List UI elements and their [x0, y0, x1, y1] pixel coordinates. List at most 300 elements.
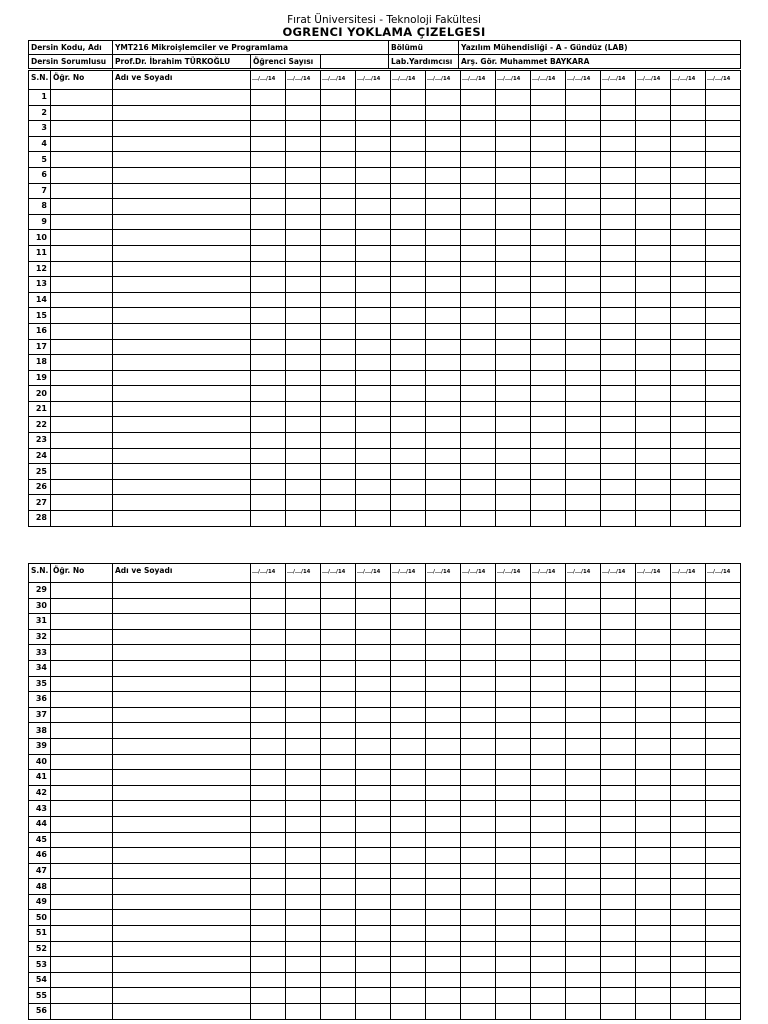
- student-name-cell[interactable]: [113, 386, 251, 402]
- attendance-cell[interactable]: [601, 738, 636, 754]
- attendance-cell[interactable]: [391, 770, 426, 786]
- attendance-cell[interactable]: [566, 464, 601, 480]
- attendance-cell[interactable]: [286, 910, 321, 926]
- attendance-cell[interactable]: [706, 121, 741, 137]
- attendance-cell[interactable]: [251, 754, 286, 770]
- attendance-cell[interactable]: [426, 832, 461, 848]
- attendance-cell[interactable]: [706, 448, 741, 464]
- attendance-cell[interactable]: [671, 323, 706, 339]
- attendance-cell[interactable]: [426, 1004, 461, 1020]
- attendance-cell[interactable]: [671, 121, 706, 137]
- attendance-cell[interactable]: [356, 801, 391, 817]
- attendance-cell[interactable]: [531, 121, 566, 137]
- attendance-cell[interactable]: [671, 245, 706, 261]
- attendance-cell[interactable]: [321, 598, 356, 614]
- attendance-cell[interactable]: [251, 479, 286, 495]
- attendance-cell[interactable]: [251, 816, 286, 832]
- attendance-cell[interactable]: [496, 988, 531, 1004]
- attendance-cell[interactable]: [461, 90, 496, 106]
- attendance-cell[interactable]: [601, 785, 636, 801]
- attendance-cell[interactable]: [531, 972, 566, 988]
- attendance-cell[interactable]: [321, 894, 356, 910]
- attendance-cell[interactable]: [636, 894, 671, 910]
- attendance-cell[interactable]: [426, 401, 461, 417]
- student-no-cell[interactable]: [51, 754, 113, 770]
- attendance-cell[interactable]: [531, 676, 566, 692]
- attendance-cell[interactable]: [566, 848, 601, 864]
- attendance-cell[interactable]: [706, 629, 741, 645]
- attendance-cell[interactable]: [601, 495, 636, 511]
- attendance-cell[interactable]: [461, 433, 496, 449]
- attendance-cell[interactable]: [356, 511, 391, 527]
- attendance-cell[interactable]: [426, 692, 461, 708]
- attendance-cell[interactable]: [391, 972, 426, 988]
- attendance-cell[interactable]: [286, 941, 321, 957]
- attendance-cell[interactable]: [671, 308, 706, 324]
- attendance-cell[interactable]: [426, 277, 461, 293]
- student-no-cell[interactable]: [51, 136, 113, 152]
- attendance-cell[interactable]: [251, 660, 286, 676]
- attendance-cell[interactable]: [671, 770, 706, 786]
- student-name-cell[interactable]: [113, 261, 251, 277]
- attendance-cell[interactable]: [356, 199, 391, 215]
- attendance-cell[interactable]: [426, 152, 461, 168]
- attendance-cell[interactable]: [496, 214, 531, 230]
- attendance-cell[interactable]: [496, 245, 531, 261]
- attendance-cell[interactable]: [356, 245, 391, 261]
- attendance-cell[interactable]: [356, 433, 391, 449]
- attendance-cell[interactable]: [496, 832, 531, 848]
- attendance-cell[interactable]: [391, 910, 426, 926]
- attendance-cell[interactable]: [286, 261, 321, 277]
- attendance-cell[interactable]: [321, 339, 356, 355]
- attendance-cell[interactable]: [461, 863, 496, 879]
- attendance-cell[interactable]: [496, 417, 531, 433]
- attendance-cell[interactable]: [461, 167, 496, 183]
- attendance-cell[interactable]: [671, 941, 706, 957]
- attendance-cell[interactable]: [671, 167, 706, 183]
- attendance-cell[interactable]: [321, 770, 356, 786]
- attendance-cell[interactable]: [706, 957, 741, 973]
- attendance-cell[interactable]: [531, 90, 566, 106]
- attendance-cell[interactable]: [356, 121, 391, 137]
- attendance-cell[interactable]: [286, 1004, 321, 1020]
- attendance-cell[interactable]: [601, 583, 636, 599]
- attendance-cell[interactable]: [531, 355, 566, 371]
- attendance-cell[interactable]: [566, 199, 601, 215]
- student-name-cell[interactable]: [113, 583, 251, 599]
- attendance-cell[interactable]: [356, 723, 391, 739]
- attendance-cell[interactable]: [251, 879, 286, 895]
- attendance-cell[interactable]: [531, 199, 566, 215]
- attendance-cell[interactable]: [391, 614, 426, 630]
- attendance-cell[interactable]: [636, 433, 671, 449]
- attendance-cell[interactable]: [321, 199, 356, 215]
- attendance-cell[interactable]: [601, 308, 636, 324]
- attendance-cell[interactable]: [706, 214, 741, 230]
- student-no-cell[interactable]: [51, 370, 113, 386]
- student-no-cell[interactable]: [51, 738, 113, 754]
- attendance-cell[interactable]: [251, 988, 286, 1004]
- attendance-cell[interactable]: [531, 894, 566, 910]
- student-name-cell[interactable]: [113, 277, 251, 293]
- attendance-cell[interactable]: [636, 121, 671, 137]
- attendance-cell[interactable]: [531, 583, 566, 599]
- attendance-cell[interactable]: [671, 723, 706, 739]
- attendance-cell[interactable]: [706, 660, 741, 676]
- attendance-cell[interactable]: [671, 370, 706, 386]
- attendance-cell[interactable]: [566, 957, 601, 973]
- attendance-cell[interactable]: [286, 214, 321, 230]
- student-name-cell[interactable]: [113, 676, 251, 692]
- attendance-cell[interactable]: [636, 105, 671, 121]
- student-name-cell[interactable]: [113, 770, 251, 786]
- attendance-cell[interactable]: [391, 801, 426, 817]
- attendance-cell[interactable]: [636, 926, 671, 942]
- attendance-cell[interactable]: [356, 910, 391, 926]
- attendance-cell[interactable]: [356, 879, 391, 895]
- attendance-cell[interactable]: [601, 1004, 636, 1020]
- attendance-cell[interactable]: [286, 660, 321, 676]
- attendance-cell[interactable]: [601, 136, 636, 152]
- student-name-cell[interactable]: [113, 645, 251, 661]
- attendance-cell[interactable]: [496, 738, 531, 754]
- attendance-cell[interactable]: [391, 464, 426, 480]
- attendance-cell[interactable]: [636, 167, 671, 183]
- attendance-cell[interactable]: [496, 676, 531, 692]
- attendance-cell[interactable]: [566, 941, 601, 957]
- attendance-cell[interactable]: [636, 90, 671, 106]
- attendance-cell[interactable]: [601, 816, 636, 832]
- attendance-cell[interactable]: [671, 832, 706, 848]
- attendance-cell[interactable]: [426, 676, 461, 692]
- attendance-cell[interactable]: [461, 832, 496, 848]
- attendance-cell[interactable]: [706, 676, 741, 692]
- attendance-cell[interactable]: [636, 941, 671, 957]
- attendance-cell[interactable]: [356, 676, 391, 692]
- attendance-cell[interactable]: [671, 645, 706, 661]
- attendance-cell[interactable]: [286, 121, 321, 137]
- attendance-cell[interactable]: [531, 323, 566, 339]
- attendance-cell[interactable]: [671, 433, 706, 449]
- attendance-cell[interactable]: [706, 879, 741, 895]
- attendance-cell[interactable]: [496, 355, 531, 371]
- attendance-cell[interactable]: [566, 323, 601, 339]
- attendance-cell[interactable]: [356, 183, 391, 199]
- attendance-cell[interactable]: [426, 121, 461, 137]
- attendance-cell[interactable]: [566, 894, 601, 910]
- attendance-cell[interactable]: [426, 723, 461, 739]
- attendance-cell[interactable]: [706, 433, 741, 449]
- attendance-cell[interactable]: [426, 770, 461, 786]
- attendance-cell[interactable]: [496, 448, 531, 464]
- attendance-cell[interactable]: [601, 941, 636, 957]
- student-no-cell[interactable]: [51, 692, 113, 708]
- attendance-cell[interactable]: [461, 183, 496, 199]
- attendance-cell[interactable]: [356, 401, 391, 417]
- attendance-cell[interactable]: [356, 464, 391, 480]
- student-name-cell[interactable]: [113, 339, 251, 355]
- student-name-cell[interactable]: [113, 105, 251, 121]
- attendance-cell[interactable]: [531, 848, 566, 864]
- attendance-cell[interactable]: [601, 894, 636, 910]
- student-no-cell[interactable]: [51, 583, 113, 599]
- attendance-cell[interactable]: [531, 495, 566, 511]
- attendance-cell[interactable]: [566, 292, 601, 308]
- attendance-cell[interactable]: [391, 1004, 426, 1020]
- attendance-cell[interactable]: [531, 261, 566, 277]
- attendance-cell[interactable]: [601, 910, 636, 926]
- attendance-cell[interactable]: [601, 988, 636, 1004]
- attendance-cell[interactable]: [391, 848, 426, 864]
- student-no-cell[interactable]: [51, 355, 113, 371]
- attendance-cell[interactable]: [461, 957, 496, 973]
- attendance-cell[interactable]: [461, 230, 496, 246]
- attendance-cell[interactable]: [636, 479, 671, 495]
- attendance-cell[interactable]: [426, 323, 461, 339]
- attendance-cell[interactable]: [461, 941, 496, 957]
- student-no-cell[interactable]: [51, 261, 113, 277]
- attendance-cell[interactable]: [426, 785, 461, 801]
- attendance-cell[interactable]: [671, 926, 706, 942]
- attendance-cell[interactable]: [251, 598, 286, 614]
- attendance-cell[interactable]: [461, 401, 496, 417]
- attendance-cell[interactable]: [566, 692, 601, 708]
- attendance-cell[interactable]: [321, 1004, 356, 1020]
- attendance-cell[interactable]: [321, 121, 356, 137]
- attendance-cell[interactable]: [601, 660, 636, 676]
- attendance-cell[interactable]: [636, 230, 671, 246]
- attendance-cell[interactable]: [461, 692, 496, 708]
- attendance-cell[interactable]: [391, 308, 426, 324]
- attendance-cell[interactable]: [426, 292, 461, 308]
- attendance-cell[interactable]: [496, 183, 531, 199]
- attendance-cell[interactable]: [321, 417, 356, 433]
- attendance-cell[interactable]: [496, 754, 531, 770]
- attendance-cell[interactable]: [321, 90, 356, 106]
- attendance-cell[interactable]: [286, 245, 321, 261]
- attendance-cell[interactable]: [391, 957, 426, 973]
- student-no-cell[interactable]: [51, 339, 113, 355]
- attendance-cell[interactable]: [566, 1004, 601, 1020]
- attendance-cell[interactable]: [706, 926, 741, 942]
- attendance-cell[interactable]: [356, 785, 391, 801]
- student-no-cell[interactable]: [51, 292, 113, 308]
- attendance-cell[interactable]: [426, 339, 461, 355]
- attendance-cell[interactable]: [251, 894, 286, 910]
- attendance-cell[interactable]: [706, 292, 741, 308]
- attendance-cell[interactable]: [531, 511, 566, 527]
- attendance-cell[interactable]: [566, 105, 601, 121]
- attendance-cell[interactable]: [391, 816, 426, 832]
- attendance-cell[interactable]: [671, 261, 706, 277]
- attendance-cell[interactable]: [321, 370, 356, 386]
- attendance-cell[interactable]: [496, 386, 531, 402]
- student-name-cell[interactable]: [113, 598, 251, 614]
- attendance-cell[interactable]: [286, 801, 321, 817]
- attendance-cell[interactable]: [321, 785, 356, 801]
- attendance-cell[interactable]: [566, 277, 601, 293]
- attendance-cell[interactable]: [321, 801, 356, 817]
- attendance-cell[interactable]: [531, 926, 566, 942]
- attendance-cell[interactable]: [286, 957, 321, 973]
- attendance-cell[interactable]: [356, 105, 391, 121]
- attendance-cell[interactable]: [356, 692, 391, 708]
- attendance-cell[interactable]: [601, 832, 636, 848]
- attendance-cell[interactable]: [531, 723, 566, 739]
- attendance-cell[interactable]: [426, 136, 461, 152]
- student-no-cell[interactable]: [51, 723, 113, 739]
- attendance-cell[interactable]: [391, 167, 426, 183]
- attendance-cell[interactable]: [321, 245, 356, 261]
- attendance-cell[interactable]: [496, 230, 531, 246]
- attendance-cell[interactable]: [566, 433, 601, 449]
- attendance-cell[interactable]: [461, 323, 496, 339]
- attendance-cell[interactable]: [706, 754, 741, 770]
- attendance-cell[interactable]: [671, 629, 706, 645]
- attendance-cell[interactable]: [636, 152, 671, 168]
- attendance-cell[interactable]: [566, 770, 601, 786]
- attendance-cell[interactable]: [426, 988, 461, 1004]
- attendance-cell[interactable]: [356, 707, 391, 723]
- attendance-cell[interactable]: [286, 723, 321, 739]
- attendance-cell[interactable]: [636, 832, 671, 848]
- attendance-cell[interactable]: [426, 308, 461, 324]
- attendance-cell[interactable]: [356, 167, 391, 183]
- attendance-cell[interactable]: [636, 723, 671, 739]
- student-no-cell[interactable]: [51, 417, 113, 433]
- attendance-cell[interactable]: [671, 183, 706, 199]
- student-name-cell[interactable]: [113, 957, 251, 973]
- attendance-cell[interactable]: [286, 692, 321, 708]
- attendance-cell[interactable]: [601, 121, 636, 137]
- attendance-cell[interactable]: [496, 152, 531, 168]
- student-no-cell[interactable]: [51, 629, 113, 645]
- attendance-cell[interactable]: [356, 417, 391, 433]
- attendance-cell[interactable]: [426, 754, 461, 770]
- attendance-cell[interactable]: [496, 707, 531, 723]
- attendance-cell[interactable]: [286, 495, 321, 511]
- attendance-cell[interactable]: [356, 152, 391, 168]
- attendance-cell[interactable]: [636, 199, 671, 215]
- attendance-cell[interactable]: [426, 863, 461, 879]
- attendance-cell[interactable]: [391, 152, 426, 168]
- attendance-cell[interactable]: [321, 988, 356, 1004]
- attendance-cell[interactable]: [531, 910, 566, 926]
- attendance-cell[interactable]: [286, 152, 321, 168]
- attendance-cell[interactable]: [321, 433, 356, 449]
- attendance-cell[interactable]: [391, 785, 426, 801]
- attendance-cell[interactable]: [531, 339, 566, 355]
- attendance-cell[interactable]: [286, 863, 321, 879]
- attendance-cell[interactable]: [531, 645, 566, 661]
- student-no-cell[interactable]: [51, 323, 113, 339]
- attendance-cell[interactable]: [426, 105, 461, 121]
- attendance-cell[interactable]: [496, 801, 531, 817]
- attendance-cell[interactable]: [251, 417, 286, 433]
- attendance-cell[interactable]: [251, 495, 286, 511]
- attendance-cell[interactable]: [286, 972, 321, 988]
- attendance-cell[interactable]: [461, 386, 496, 402]
- attendance-cell[interactable]: [251, 926, 286, 942]
- student-name-cell[interactable]: [113, 479, 251, 495]
- attendance-cell[interactable]: [671, 894, 706, 910]
- attendance-cell[interactable]: [601, 417, 636, 433]
- attendance-cell[interactable]: [251, 199, 286, 215]
- student-no-cell[interactable]: [51, 801, 113, 817]
- attendance-cell[interactable]: [286, 614, 321, 630]
- attendance-cell[interactable]: [671, 292, 706, 308]
- attendance-cell[interactable]: [461, 1004, 496, 1020]
- attendance-cell[interactable]: [286, 754, 321, 770]
- attendance-cell[interactable]: [461, 738, 496, 754]
- attendance-cell[interactable]: [286, 988, 321, 1004]
- attendance-cell[interactable]: [671, 801, 706, 817]
- attendance-cell[interactable]: [391, 370, 426, 386]
- attendance-cell[interactable]: [461, 495, 496, 511]
- attendance-cell[interactable]: [496, 645, 531, 661]
- attendance-cell[interactable]: [426, 386, 461, 402]
- attendance-cell[interactable]: [426, 660, 461, 676]
- attendance-cell[interactable]: [601, 707, 636, 723]
- attendance-cell[interactable]: [286, 816, 321, 832]
- student-name-cell[interactable]: [113, 464, 251, 480]
- attendance-cell[interactable]: [566, 754, 601, 770]
- attendance-cell[interactable]: [601, 433, 636, 449]
- attendance-cell[interactable]: [321, 816, 356, 832]
- attendance-cell[interactable]: [426, 629, 461, 645]
- student-name-cell[interactable]: [113, 355, 251, 371]
- attendance-cell[interactable]: [321, 707, 356, 723]
- attendance-cell[interactable]: [286, 583, 321, 599]
- student-name-cell[interactable]: [113, 801, 251, 817]
- attendance-cell[interactable]: [286, 292, 321, 308]
- attendance-cell[interactable]: [461, 245, 496, 261]
- student-name-cell[interactable]: [113, 707, 251, 723]
- attendance-cell[interactable]: [321, 645, 356, 661]
- student-no-cell[interactable]: [51, 785, 113, 801]
- attendance-cell[interactable]: [566, 676, 601, 692]
- attendance-cell[interactable]: [706, 386, 741, 402]
- attendance-cell[interactable]: [601, 167, 636, 183]
- attendance-cell[interactable]: [286, 894, 321, 910]
- attendance-cell[interactable]: [531, 230, 566, 246]
- attendance-cell[interactable]: [251, 433, 286, 449]
- attendance-cell[interactable]: [461, 614, 496, 630]
- attendance-cell[interactable]: [321, 723, 356, 739]
- attendance-cell[interactable]: [321, 926, 356, 942]
- attendance-cell[interactable]: [496, 692, 531, 708]
- attendance-cell[interactable]: [461, 448, 496, 464]
- attendance-cell[interactable]: [391, 723, 426, 739]
- attendance-cell[interactable]: [671, 957, 706, 973]
- attendance-cell[interactable]: [286, 136, 321, 152]
- attendance-cell[interactable]: [496, 323, 531, 339]
- student-no-cell[interactable]: [51, 598, 113, 614]
- attendance-cell[interactable]: [566, 245, 601, 261]
- attendance-cell[interactable]: [286, 629, 321, 645]
- attendance-cell[interactable]: [706, 832, 741, 848]
- attendance-cell[interactable]: [321, 308, 356, 324]
- attendance-cell[interactable]: [706, 863, 741, 879]
- student-name-cell[interactable]: [113, 417, 251, 433]
- student-no-cell[interactable]: [51, 433, 113, 449]
- student-name-cell[interactable]: [113, 863, 251, 879]
- attendance-cell[interactable]: [251, 645, 286, 661]
- attendance-cell[interactable]: [566, 863, 601, 879]
- attendance-cell[interactable]: [601, 770, 636, 786]
- attendance-cell[interactable]: [671, 199, 706, 215]
